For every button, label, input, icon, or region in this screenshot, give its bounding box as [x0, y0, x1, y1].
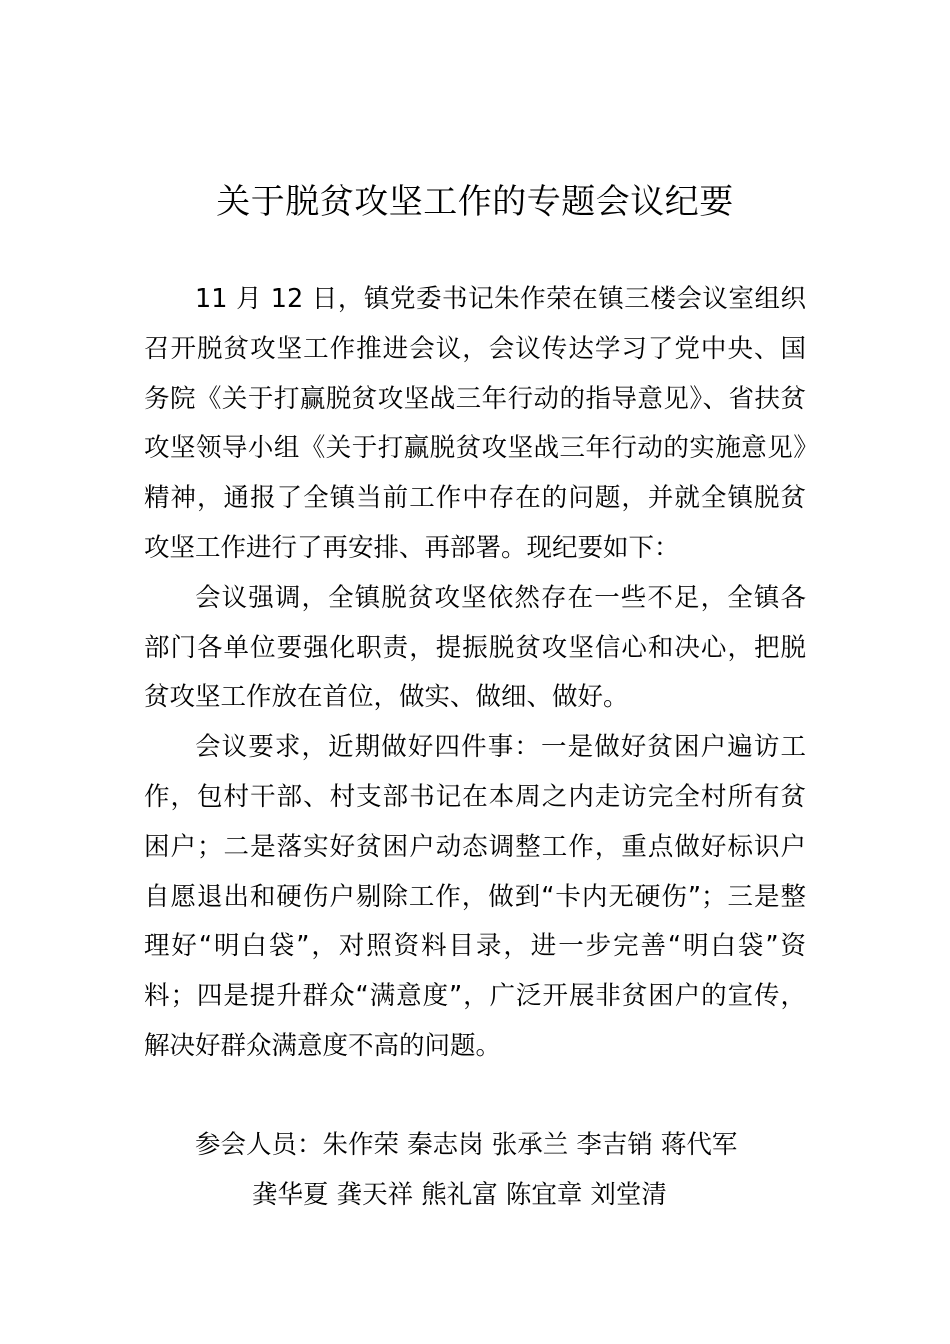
- paragraph-meeting-requirements: 会议要求，近期做好四件事：一是做好贫困户遍访工作，包村干部、村支部书记在本周之内走访完全村所有贫困户；二是落实好贫困户动态调整工作，重点做好标识户自愿退出和硬伤户剔除工作，做到“卡内无硬伤”；三是整理好“明白袋”，对照资料目录，进一步完善“明白袋”资料；四是提升群众“满意度”，广泛开展非贫困户的宣传，解决好群众满意度不高的问题。: [144, 732, 806, 1061]
- paragraph-meeting-emphasis: 会议强调，全镇脱贫攻坚依然存在一些不足，全镇各部门各单位要强化职责，提振脱贫攻坚信心和决心，把脱贫攻坚工作放在首位，做实、做细、做好。: [144, 582, 806, 713]
- paragraph-meeting-overview: 11 月 12 日，镇党委书记朱作荣在镇三楼会议室组织召开脱贫攻坚工作推进会议，会议传达学习了党中央、国务院《关于打赢脱贫攻坚战三年行动的指导意见》、省扶贫攻坚领导小组《关于打赢脱贫攻坚战三年行动的实施意见》精神，通报了全镇当前工作中存在的问题，并就全镇脱贫攻坚工作进行了再安排、再部署。现纪要如下：: [144, 284, 806, 563]
- document-title: 关于脱贫攻坚工作的专题会议纪要: [216, 182, 734, 222]
- attendees-block: [144, 1120, 806, 1220]
- attendees-line-2: 龚华夏 龚天祥 熊礼富 陈宜章 刘堂清: [252, 1180, 667, 1210]
- document-body: [144, 275, 806, 1072]
- attendees-line-1: 参会人员：朱作荣 秦志岗 张承兰 李吉销 蒋代军: [195, 1130, 738, 1160]
